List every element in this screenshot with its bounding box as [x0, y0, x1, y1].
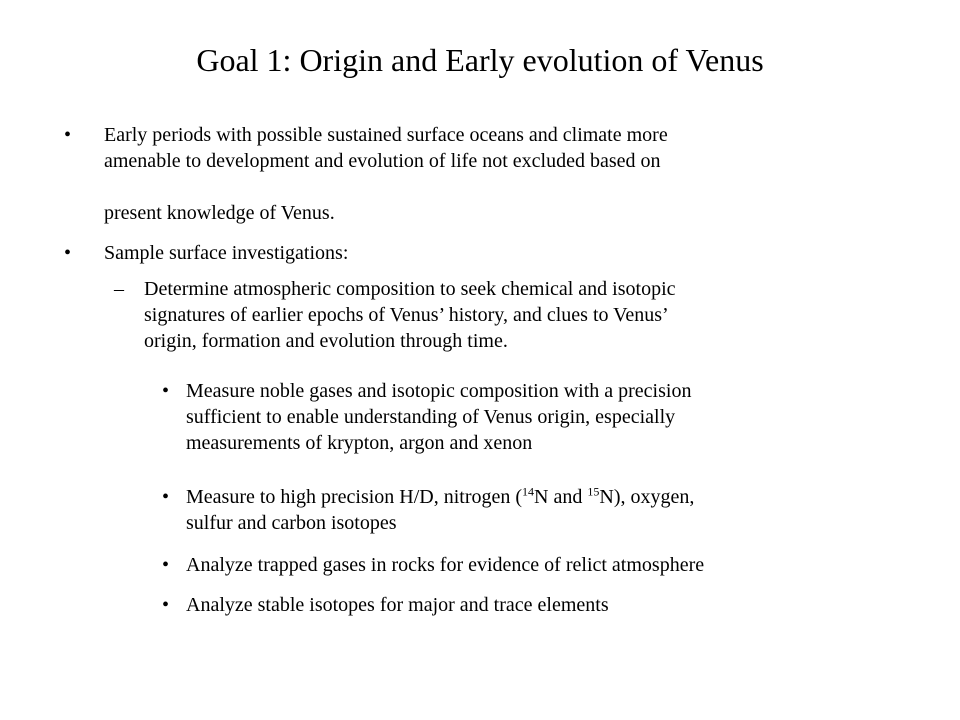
sub-sub-bullet-line: Measure noble gases and isotopic composition with a precision: [186, 380, 692, 402]
bullet-marker: •: [162, 554, 170, 576]
bullet-line: present knowledge of Venus.: [104, 202, 335, 224]
sub-bullet-line: signatures of earlier epochs of Venus’ history, and clues to Venus’: [144, 304, 669, 326]
sub-sub-bullet-line: measurements of krypton, argon and xenon: [186, 432, 533, 454]
bullet-marker: •: [162, 486, 170, 508]
sub-sub-bullet-line: sufficient to enable understanding of Venus origin, especially: [186, 406, 676, 428]
bullet-marker: •: [64, 124, 72, 146]
bullet-sample-surface: Sample surface investigations:: [104, 242, 349, 264]
bullet-early-periods: [104, 122, 668, 174]
sub-sub-bullet-high-precision: [186, 484, 694, 536]
superscript: 15: [587, 484, 600, 499]
sub-sub-bullet-noble-gases: [186, 378, 691, 456]
sub-bullet-line: origin, formation and evolution through time.: [144, 330, 508, 352]
bullet-marker: •: [162, 594, 170, 616]
bullet-line: Early periods with possible sustained surface oceans and climate more: [104, 124, 668, 146]
superscript: 14: [522, 484, 535, 499]
sub-bullet-determine-composition: [144, 276, 676, 354]
sub-bullet-line: Determine atmospheric composition to seek chemical and isotopic: [144, 278, 676, 300]
bullet-marker: •: [64, 242, 72, 264]
text-segment: Measure to high precision H/D, nitrogen (: [186, 486, 523, 508]
text-segment: N), oxygen,: [599, 486, 695, 508]
sub-sub-bullet-line: [186, 484, 694, 510]
text-segment: N and: [534, 486, 588, 508]
sub-sub-bullet-stable-isotopes: Analyze stable isotopes for major and trace elements: [186, 594, 609, 616]
sub-sub-bullet-line: sulfur and carbon isotopes: [186, 512, 397, 534]
bullet-line: amenable to development and evolution of life not excluded based on: [104, 150, 661, 172]
sub-sub-bullet-trapped-gases: Analyze trapped gases in rocks for evidence of relict atmosphere: [186, 554, 705, 576]
dash-marker: –: [114, 278, 124, 300]
bullet-marker: •: [162, 380, 170, 402]
slide-title: Goal 1: Origin and Early evolution of Venus: [196, 42, 764, 78]
